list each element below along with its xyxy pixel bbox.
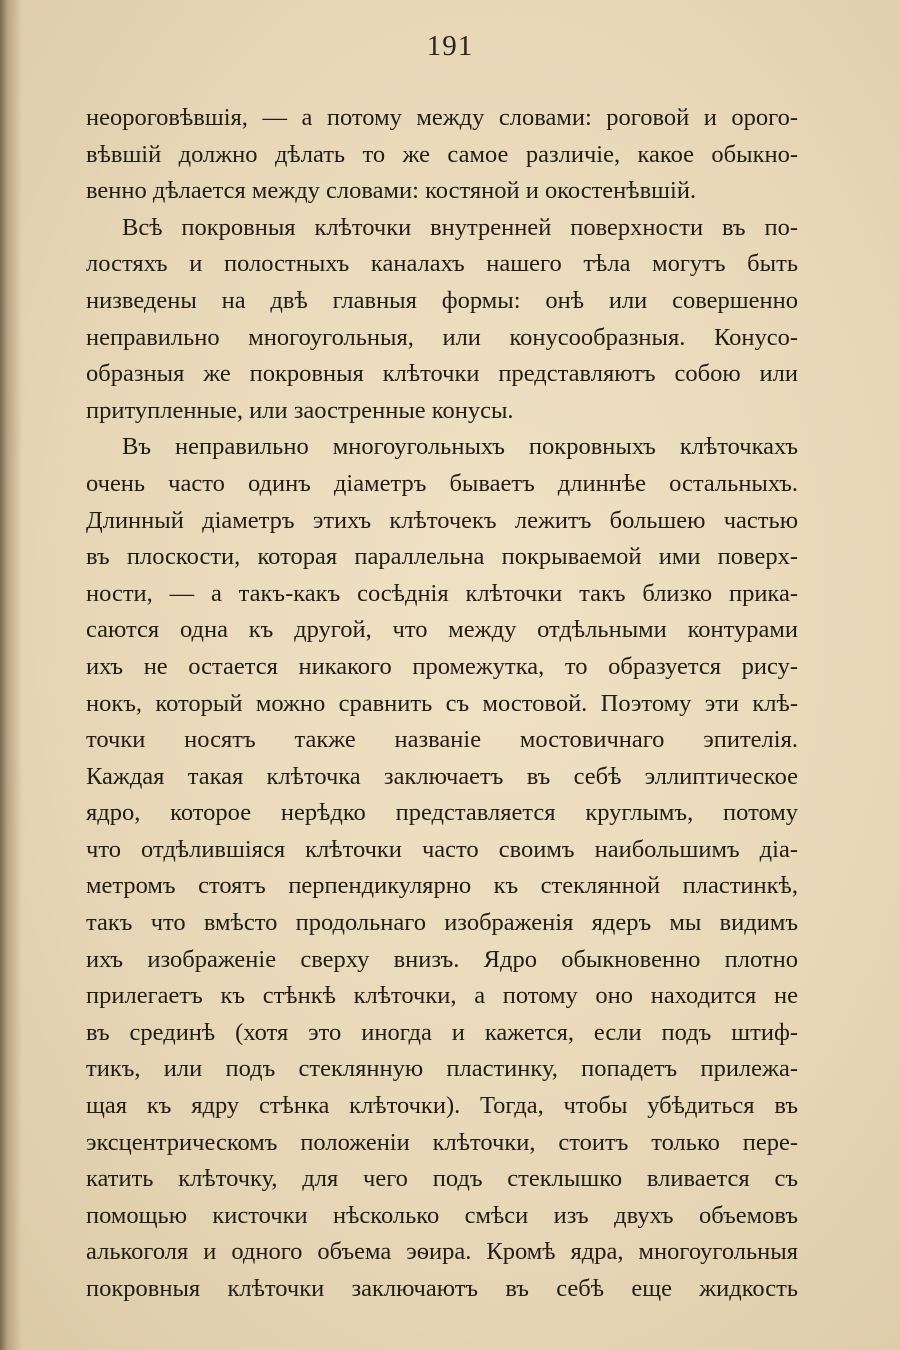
text-line: ядро, которое нерѣдко представляется круглымъ, потому: [86, 799, 798, 827]
text-line: вѣвшій должно дѣлать то же самое различіе, какое обыкно-: [86, 140, 798, 168]
text-line: прилегаетъ къ стѣнкѣ клѣточки, а потому оно находится не: [86, 982, 798, 1010]
text-line: неороговѣвшія, — а потому между словами: роговой и орого-: [86, 104, 798, 131]
text-line: въ срединѣ (хотя это иногда и кажется, если подъ штиф-: [86, 1018, 798, 1046]
text-line: что отдѣлившіяся клѣточки часто своимъ наибольшимъ діа-: [86, 835, 798, 863]
text-line: въ плоскости, которая параллельна покрываемой ими поверх-: [86, 543, 798, 571]
page-number: 191: [426, 30, 474, 62]
text-line: нокъ, который можно сравнить съ мостовой. Поэтому эти клѣ-: [86, 689, 798, 717]
text-line: лостяхъ и полостныхъ каналахъ нашего тѣла могутъ быть: [86, 250, 798, 278]
text-line: алькоголя и одного объема эѳира. Кромѣ ядра, многоугольныя: [86, 1238, 798, 1266]
text-line: покровныя клѣточки заключаютъ въ себѣ еще жидкость: [86, 1275, 798, 1302]
text-line: ихъ изображеніе сверху внизъ. Ядро обыкновенно плотно: [86, 945, 798, 973]
text-line: Каждая такая клѣточка заключаетъ въ себѣ эллиптическое: [86, 762, 798, 790]
text-line: низведены на двѣ главныя формы: онѣ или совершенно: [86, 286, 798, 314]
text-line: точки носятъ также названіе мостовичнаго эпителія.: [86, 726, 798, 754]
text-line: ности, — а такъ-какъ сосѣднія клѣточки такъ близко прика-: [86, 579, 798, 607]
text-line: щая къ ядру стѣнка клѣточки). Тогда, чтобы убѣдиться въ: [86, 1092, 798, 1120]
text-line: тикъ, или подъ стеклянную пластинку, попадетъ прилежа-: [86, 1055, 798, 1083]
text-line: эксцентрическомъ положеніи клѣточки, стоитъ только пере-: [86, 1128, 798, 1156]
text-line: Длинный діаметръ этихъ клѣточекъ лежитъ большею частью: [86, 506, 798, 534]
text-line: такъ что вмѣсто продольнаго изображенія ядеръ мы видимъ: [86, 909, 798, 937]
text-line: Всѣ покровныя клѣточки внутренней поверхности въ по-: [122, 213, 798, 241]
text-line: метромъ стоятъ перпендикулярно къ стеклянной пластинкѣ,: [86, 872, 798, 900]
text-line: катить клѣточку, для чего подъ стеклышко вливается съ: [86, 1165, 798, 1193]
text-line: Въ неправильно многоугольныхъ покровныхъ клѣточкахъ: [122, 433, 798, 461]
text-line: помощью кисточки нѣсколько смѣси изъ двухъ объемовъ: [86, 1201, 798, 1229]
body-text: [86, 100, 798, 1308]
text-line: притупленные, или заостренные конусы.: [86, 396, 514, 424]
text-line: неправильно многоугольныя, или конусообразныя. Конусо-: [86, 323, 798, 351]
text-line: саются одна къ другой, что между отдѣльными контурами: [86, 616, 798, 644]
text-line: очень часто одинъ діаметръ бываетъ длиннѣе остальныхъ.: [86, 469, 798, 497]
binding-shadow: [0, 0, 22, 1350]
text-line: ихъ не остается никакого промежутка, то образуется рису-: [86, 652, 798, 680]
text-line: образныя же покровныя клѣточки представляютъ собою или: [86, 360, 798, 388]
text-line: венно дѣлается между словами: костяной и окостенѣвшій.: [86, 177, 697, 205]
